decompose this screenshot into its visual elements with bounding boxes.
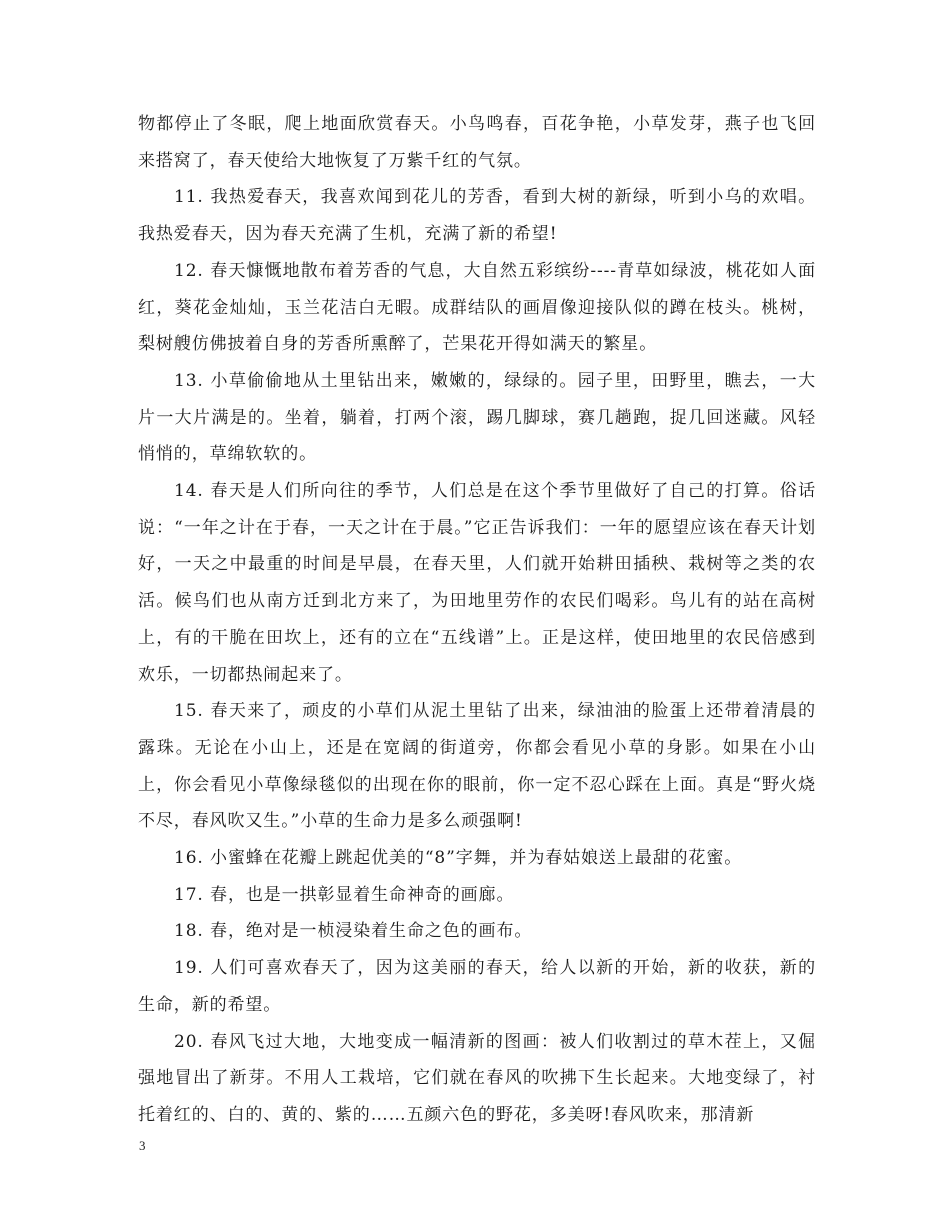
paragraph-item-19: 19. 人们可喜欢春天了，因为这美丽的春天，给人以新的开始，新的收获，新的生命，新的希望。 — [138, 958, 816, 1015]
paragraph-item-11: 11. 我热爱春天，我喜欢闻到花儿的芳香，看到大树的新绿，听到小乌的欢唱。我热爱春天，因为春天充满了生机，充满了新的希望! — [138, 187, 816, 245]
paragraph-item-20: 20. 春风飞过大地，大地变成一幅清新的图画：被人们收割过的草木茬上，又倔强地冒出了新芽。不用人工栽培，它们就在春风的吹拂下生长起来。大地变绿了，衬托着红的、白的、黄的、紫的……五颜六色的野花，多美呀!春风吹来，那清新 — [138, 1031, 816, 1125]
paragraph-item-12: 12. 春天慷慨地散布着芳香的气息，大自然五彩缤纷----青草如绿波，桃花如人面红，葵花金灿灿，玉兰花洁白无暇。成群结队的画眉像迎接队似的蹲在枝头。桃树，梨树艘仿佛披着自身的芳香所熏醉了，芒果花开得如满天的繁星。 — [138, 260, 816, 355]
paragraph-item-13: 13. 小草偷偷地从土里钻出来，嫩嫩的，绿绿的。园子里，田野里，瞧去，一大片一大片满是的。坐着，躺着，打两个滚，踢几脚球，赛几趟跑，捉几回迷藏。风轻悄悄的，草绵软软的。 — [138, 370, 816, 465]
document-body — [138, 106, 816, 1134]
paragraph-item-18: 18. 春，绝对是一桢浸染着生命之色的画布。 — [174, 921, 533, 942]
paragraph-item-17: 17. 春，也是一拱彰显着生命神奇的画廊。 — [174, 884, 515, 905]
paragraph-item-16: 16. 小蜜蜂在花瓣上跳起优美的“8”字舞，并为春姑娘送上最甜的花蜜。 — [174, 848, 743, 869]
paragraph-continuation: 物都停止了冬眠，爬上地面欣赏春天。小鸟鸣春，百花争艳，小草发芽，燕子也飞回来搭窝了，春天使给大地恢复了万紫千红的气氛。 — [138, 114, 816, 171]
page-number: 3 — [139, 1138, 146, 1153]
paragraph-item-15: 15. 春天来了，顽皮的小草们从泥土里钻了出来，绿油油的脸蛋上还带着清晨的露珠。无论在小山上，还是在宽阔的街道旁，你都会看见小草的身影。如果在小山上，你会看见小草像绿毯似的出现在你的眼前，你一定不忍心踩在上面。真是“野火烧不尽，春风吹又生。”小草的生命力是多么顽强啊! — [138, 701, 816, 832]
paragraph-item-14: 14. 春天是人们所向往的季节，人们总是在这个季节里做好了自己的打算。俗话说：“一年之计在于春，一天之计在于晨。”它正告诉我们：一年的愿望应该在春天计划好，一天之中最重的时间是早晨，在春天里，人们就开始耕田插秧、栽树等之类的农活。候鸟们也从南方迁到北方来了，为田地里劳作的农民们喝彩。鸟儿有的站在高树上，有的干脆在田坎上，还有的立在“五线谱”上。正是这样，使田地里的农民倍感到欢乐，一切都热闹起来了。 — [138, 481, 816, 685]
